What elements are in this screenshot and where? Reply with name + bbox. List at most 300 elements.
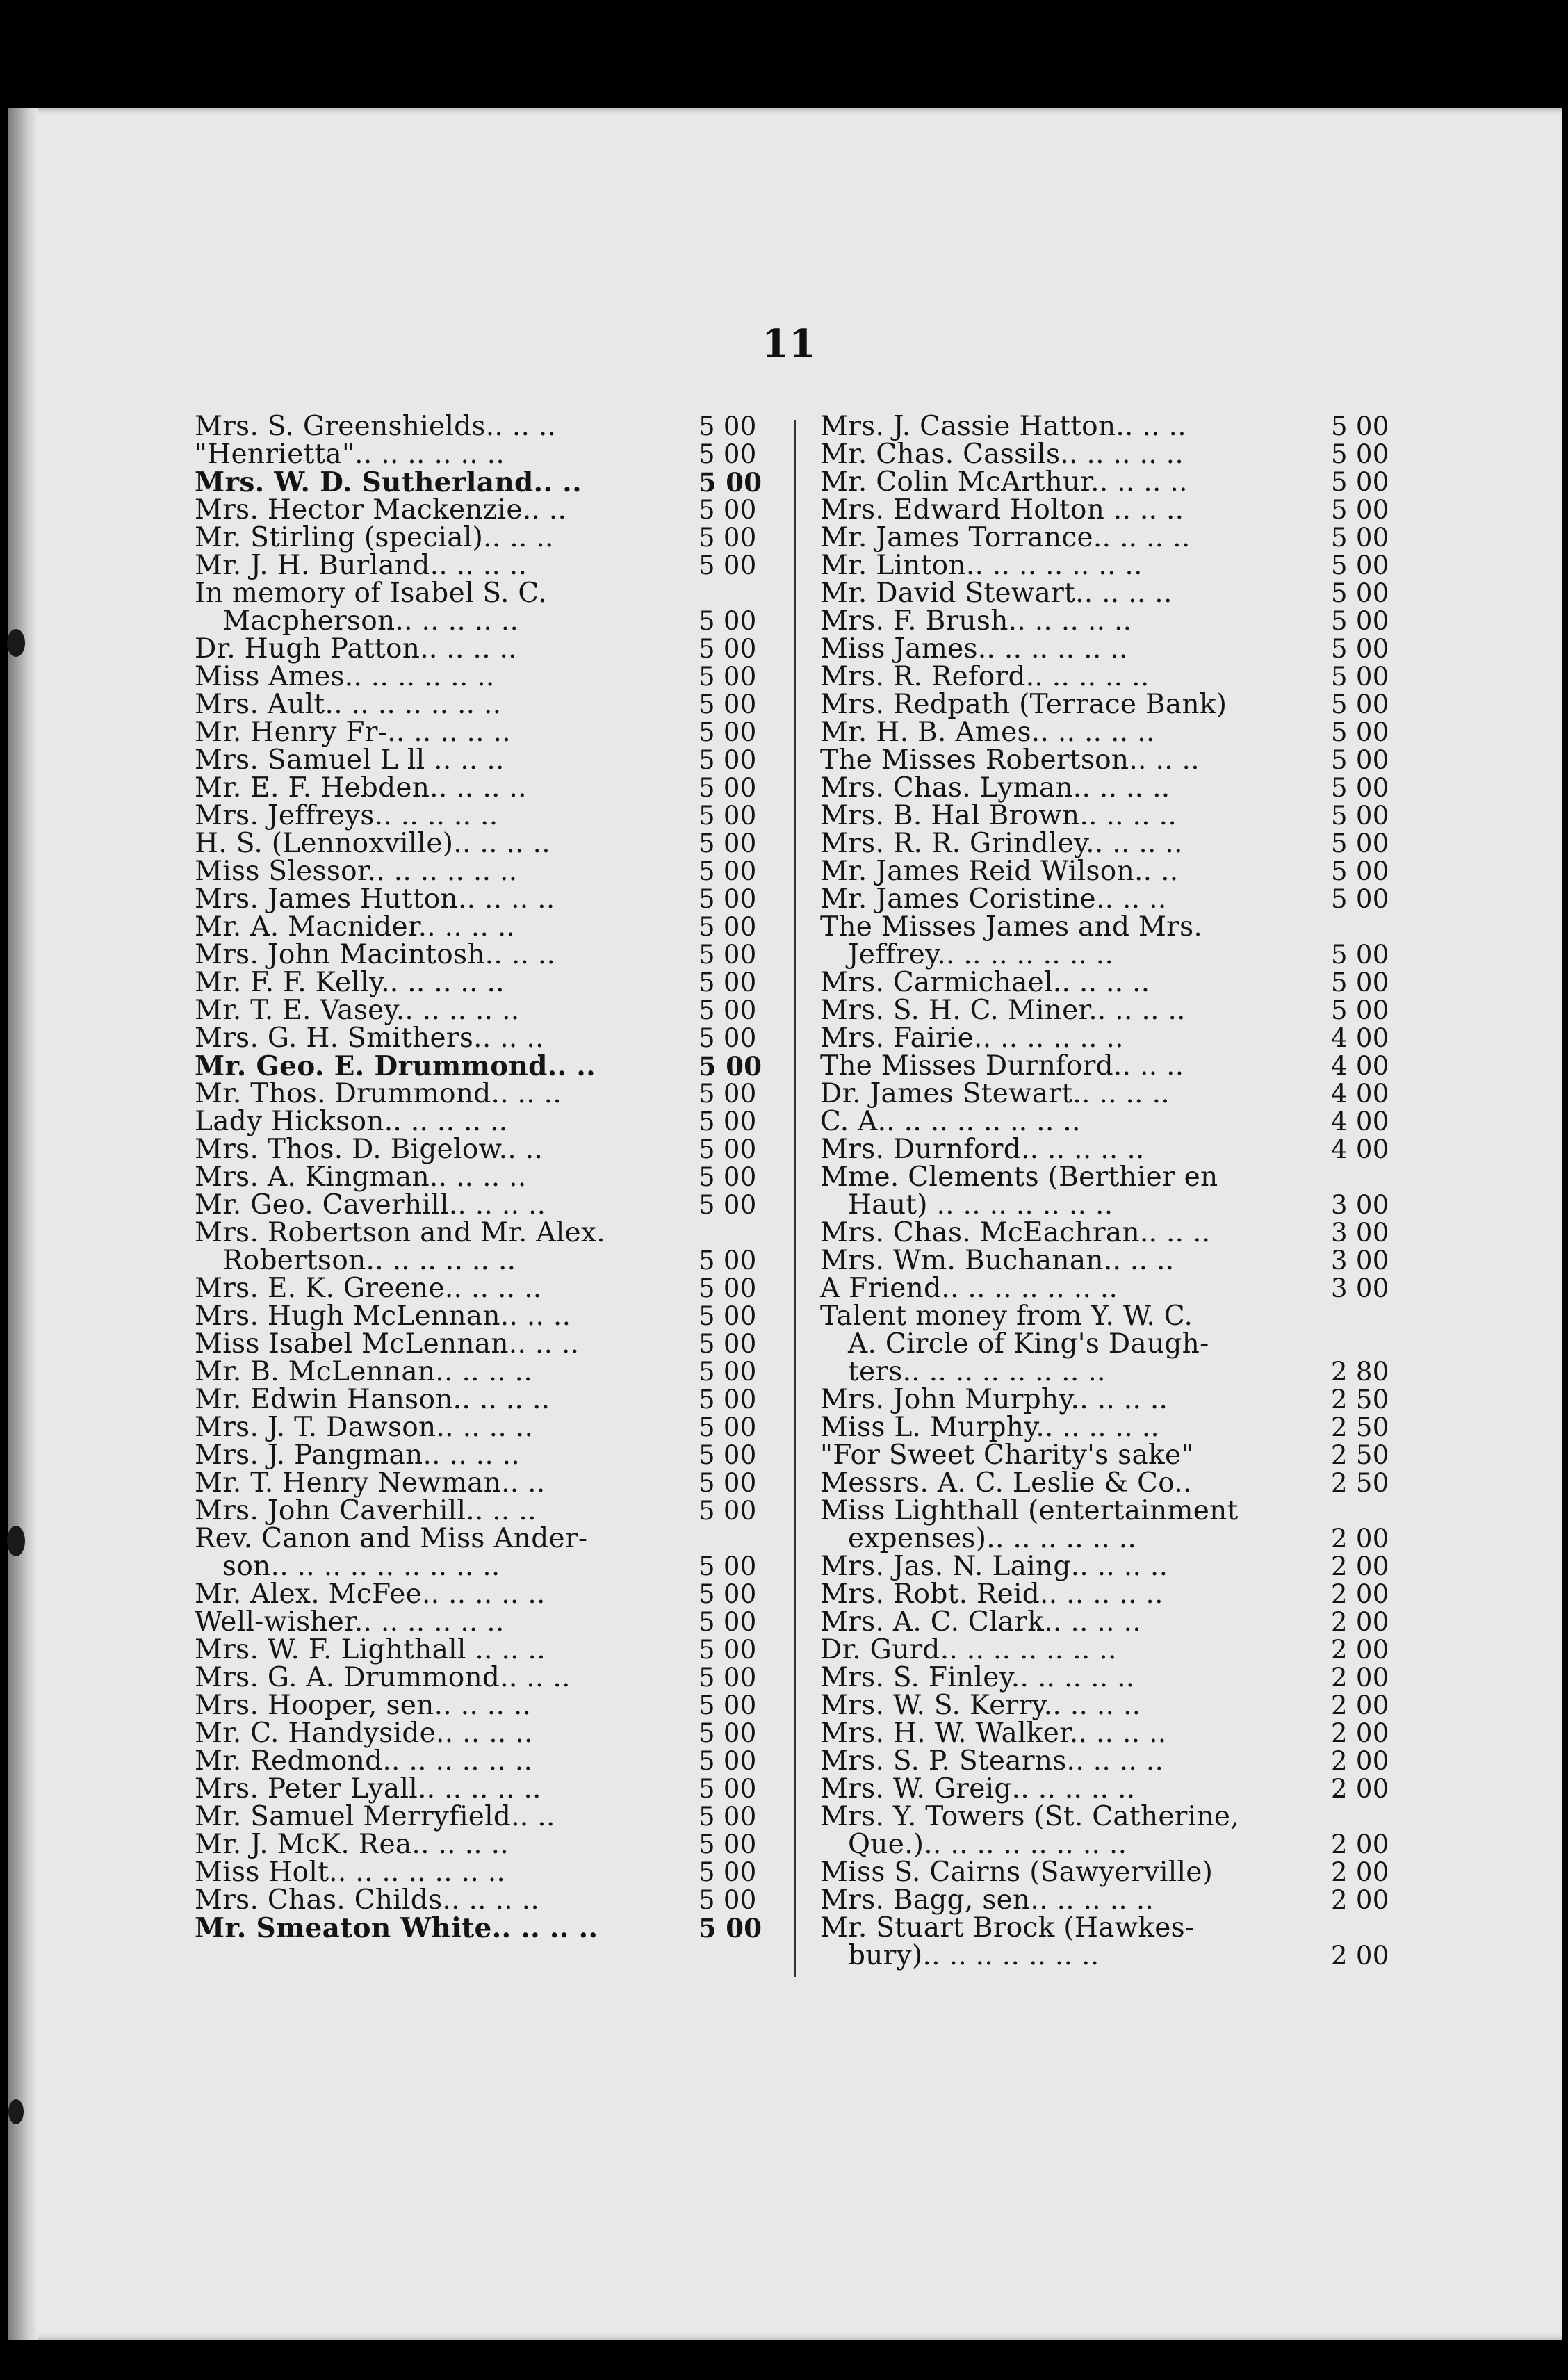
donor-entry [820,605,1407,637]
donation-amount: 5 00 [1331,995,1389,1025]
donor-name: Mrs. G. A. Drummond.. .. .. [195,1662,571,1693]
donor-entry [820,635,1407,663]
donor-entry [195,1219,775,1247]
donation-amount: 2 00 [1331,1663,1389,1693]
donation-amount: 5 00 [699,1107,757,1136]
donor-name: Miss Lighthall (entertainment [820,1495,1239,1526]
donor-name: Mrs. John Murphy.. .. .. .. [820,1384,1168,1415]
donor-entry [195,1303,775,1330]
donor-name: son.. .. .. .. .. .. .. .. .. [222,1551,500,1582]
donation-amount: 5 00 [699,1440,757,1470]
donor-name: Haut) .. .. .. .. .. .. .. [848,1189,1113,1221]
donation-amount: 5 00 [699,690,757,719]
donor-name: ters.. .. .. .. .. .. .. .. [848,1356,1106,1387]
donor-name: Mrs. Fairie.. .. .. .. .. .. [820,1022,1124,1054]
donor-name: "Henrietta".. .. .. .. .. .. [195,439,505,470]
donor-name: A. Circle of King's Daugh- [848,1328,1209,1360]
donor-name: Mrs. Ault.. .. .. .. .. .. .. [195,689,502,720]
donation-amount: 5 00 [699,1190,757,1220]
donation-amount: 3 00 [1331,1246,1389,1275]
donor-name: Miss Isabel McLennan.. .. .. [195,1328,580,1360]
donation-amount: 2 00 [1331,1857,1389,1887]
donor-entry [195,691,775,719]
donor-name: Mr. Chas. Cassils.. .. .. .. .. [820,439,1184,470]
donation-amount: 5 00 [699,1802,757,1832]
donation-amount: 5 00 [699,1635,757,1665]
donor-entry [195,719,775,747]
donation-amount: 2 00 [1331,1746,1389,1776]
donor-entry [195,1608,775,1636]
donation-amount: 2 00 [1331,1690,1389,1720]
donation-amount: 5 00 [1331,606,1389,636]
donor-name: Mrs. E. K. Greene.. .. .. .. [195,1273,542,1304]
donor-entry [195,1191,775,1219]
donor-entry [195,1022,775,1054]
donation-amount: 5 00 [699,912,757,942]
donor-name: "For Sweet Charity's sake" [820,1440,1194,1471]
donor-entry [820,1080,1407,1108]
donor-entry [195,1414,775,1442]
donation-amount: 5 00 [699,1829,757,1859]
donor-name: Robertson.. .. .. .. .. .. [222,1245,516,1276]
donor-name: Mrs. A. Kingman.. .. .. .. [195,1162,527,1193]
donation-amount: 5 00 [699,411,757,441]
binding-hole [7,629,25,657]
donor-name: Mrs. W. F. Lighthall .. .. .. [195,1634,546,1665]
donation-amount: 2 00 [1331,1607,1389,1637]
donor-name: Mr. F. F. Kelly.. .. .. .. .. [195,967,505,998]
donor-entry [195,1803,775,1831]
donor-name: Que.).. .. .. .. .. .. .. .. [848,1829,1127,1860]
donor-entry [195,663,775,691]
donor-name: Mrs. Bagg, sen.. .. .. .. .. [820,1884,1154,1916]
donor-name: bury).. .. .. .. .. .. .. [848,1940,1100,1971]
donor-entry [820,883,1407,915]
donor-name: Mr. J. H. Burland.. .. .. .. [195,550,528,581]
donor-entry [820,524,1407,552]
donor-name: Lady Hickson.. .. .. .. .. [195,1106,508,1137]
donor-name: Mrs. J. Pangman.. .. .. .. [195,1440,521,1471]
donor-entry [820,1191,1407,1219]
donation-amount: 2 50 [1331,1440,1389,1470]
donation-amount: 5 00 [699,968,757,997]
donation-amount: 5 00 [699,634,757,664]
donor-entry [820,663,1407,691]
donor-entry [820,774,1407,802]
donation-amount: 5 00 [699,551,757,580]
donor-name: Mr. James Coristine.. .. .. [820,883,1167,915]
donor-entry [820,941,1407,969]
donation-amount: 5 00 [699,1496,757,1526]
donor-name: Miss Holt.. .. .. .. .. .. .. [195,1857,506,1888]
donation-amount: 5 00 [1331,801,1389,831]
donor-entry [820,1497,1407,1525]
donation-amount: 2 00 [1331,1551,1389,1581]
donation-amount: 2 50 [1331,1385,1389,1415]
donation-amount: 5 00 [699,1051,762,1082]
donor-entry [195,1164,775,1191]
donation-amount: 5 00 [1331,467,1389,497]
donation-amount: 4 00 [1331,1107,1389,1136]
donor-name: Mme. Clements (Berthier en [820,1162,1218,1193]
donation-amount: 5 00 [699,1079,757,1109]
donation-amount: 5 00 [1331,829,1389,858]
donor-entry [195,802,775,830]
donor-name: A Friend.. .. .. .. .. .. .. [820,1273,1118,1304]
donor-name: Mrs. Jas. N. Laing.. .. .. .. [820,1551,1168,1582]
donation-amount: 4 00 [1331,1051,1389,1081]
donor-entry [820,1275,1407,1303]
donation-amount: 5 00 [699,1023,757,1053]
donor-entry [195,552,775,580]
donor-name: Mrs. Hugh McLennan.. .. .. [195,1301,571,1332]
donor-entry [195,913,775,941]
donor-entry [820,1247,1407,1275]
donor-name: Mr. David Stewart.. .. .. .. [820,578,1173,609]
donation-amount: 5 00 [699,1412,757,1442]
donation-amount: 5 00 [1331,940,1389,970]
donor-entry [820,1581,1407,1608]
donation-amount: 2 00 [1331,1885,1389,1915]
donation-amount: 5 00 [699,1579,757,1609]
donor-entry [195,580,775,608]
donor-name: Mr. Henry Fr-.. .. .. .. .. [195,717,511,748]
donor-name: Mrs. S. Finley.. .. .. .. .. [820,1662,1135,1693]
donor-entry [820,413,1407,441]
donation-amount: 5 00 [1331,411,1389,441]
donation-amount: 5 00 [699,1329,757,1359]
donor-name: Mr. A. Macnider.. .. .. .. [195,911,516,943]
donor-entry [195,468,775,496]
donor-entry [820,441,1407,468]
donor-entry [195,605,775,637]
donor-name: Well-wisher.. .. .. .. .. .. [195,1606,505,1638]
donation-amount: 5 00 [699,1607,757,1637]
donor-entry [195,441,775,468]
donor-name: Mrs. Peter Lyall.. .. .. .. .. [195,1773,541,1804]
donation-amount: 2 00 [1331,1579,1389,1609]
donor-entry [820,1136,1407,1164]
donor-entry [820,1886,1407,1914]
donation-amount: 5 00 [1331,495,1389,525]
donation-amount: 2 50 [1331,1412,1389,1442]
donor-name: Mrs. W. Greig.. .. .. .. .. [820,1773,1136,1804]
donor-entry [195,1247,775,1275]
donor-name: Mrs. R. Reford.. .. .. .. .. [820,661,1150,692]
donor-entry [820,719,1407,747]
donor-entry [195,1859,775,1886]
donor-name: Mrs. Thos. D. Bigelow.. .. [195,1134,544,1165]
donation-amount: 5 00 [699,940,757,970]
donor-entry [195,774,775,802]
donor-name: Mrs. J. T. Dawson.. .. .. .. [195,1412,534,1443]
donation-amount: 5 00 [699,1857,757,1887]
donor-entry [820,552,1407,580]
donor-entry [820,830,1407,858]
donor-entry [195,1553,775,1581]
donor-entry [820,1831,1407,1859]
donor-entry [195,1747,775,1775]
donor-entry [820,1803,1407,1831]
donor-name: Mrs. Edward Holton .. .. .. [820,494,1184,525]
donation-amount: 5 00 [1331,690,1389,719]
donor-name: Miss James.. .. .. .. .. .. [820,633,1128,665]
donor-entry [195,1386,775,1414]
donation-amount: 5 00 [699,773,757,803]
binding-hole [7,1526,25,1556]
donation-amount: 4 00 [1331,1023,1389,1053]
donor-entry [820,1692,1407,1720]
donor-name: Mrs. W. S. Kerry.. .. .. .. [820,1690,1141,1721]
donor-name: Mrs. Samuel L ll .. .. .. [195,744,505,776]
donor-entry [195,1469,775,1497]
donor-entry [820,969,1407,997]
donor-entry [195,1108,775,1136]
donation-amount: 3 00 [1331,1273,1389,1303]
donor-entry [195,1692,775,1720]
donor-name: Mr. H. B. Ames.. .. .. .. .. [820,717,1155,748]
donor-name: Miss Slessor.. .. .. .. .. .. [195,856,518,887]
donor-name: Mr. James Reid Wilson.. .. [820,856,1179,887]
donor-entry [820,913,1407,941]
donation-amount: 5 00 [1331,745,1389,775]
donor-entry [820,802,1407,830]
donor-name: Mrs. Y. Towers (St. Catherine, [820,1801,1239,1832]
donation-amount: 5 00 [699,523,757,553]
donor-entry [820,468,1407,496]
donor-name: Mrs. James Hutton.. .. .. .. [195,883,555,915]
donor-name: Mr. T. Henry Newman.. .. [195,1467,546,1499]
donor-name: Dr. Gurd.. .. .. .. .. .. .. [820,1634,1117,1665]
donation-amount: 5 00 [699,1663,757,1693]
donor-name: Mr. James Torrance.. .. .. .. [820,522,1191,553]
donor-name: Mr. Geo. E. Drummond.. .. [195,1050,596,1082]
donor-entry [820,1303,1407,1330]
donation-amount: 3 00 [1331,1190,1389,1220]
donation-amount: 5 00 [1331,634,1389,664]
donor-entry [195,496,775,524]
donor-name: Dr. Hugh Patton.. .. .. .. [195,633,517,665]
donor-name: Mrs. John Macintosh.. .. .. [195,939,556,970]
donation-amount: 5 00 [699,467,762,498]
donation-amount: 5 00 [699,495,757,525]
donor-entry [195,635,775,663]
donor-name: Mrs. Hector Mackenzie.. .. [195,494,567,525]
donor-name: Mr. Edwin Hanson.. .. .. .. [195,1384,550,1415]
donor-name: Mrs. A. C. Clark.. .. .. .. [820,1606,1141,1638]
donation-amount: 5 00 [699,829,757,858]
donor-entry [195,858,775,886]
donor-name: Macpherson.. .. .. .. .. [222,605,519,637]
donor-entry [820,580,1407,608]
donor-name: Mrs. W. D. Sutherland.. .. [195,466,582,498]
donor-name: Mr. Stuart Brock (Hawkes- [820,1912,1195,1943]
donor-entry [195,1720,775,1747]
donor-name: Mr. Smeaton White.. .. .. .. [195,1912,598,1944]
donation-amount: 2 00 [1331,1829,1389,1859]
donation-amount: 5 00 [1331,439,1389,469]
donor-entry [820,1052,1407,1080]
donation-amount: 5 00 [1331,773,1389,803]
donor-name: Jeffrey.. .. .. .. .. .. .. [848,939,1114,970]
donor-entry [820,691,1407,719]
donation-amount: 5 00 [699,662,757,692]
donor-name: Rev. Canon and Miss Ander- [195,1523,588,1554]
page-number: 11 [762,321,816,367]
donor-entry [195,997,775,1025]
donor-entry [820,1469,1407,1497]
donation-amount: 5 00 [699,884,757,914]
donor-name: Mrs. Hooper, sen.. .. .. .. [195,1690,532,1721]
donor-name: Mrs. S. H. C. Miner.. .. .. .. [820,995,1186,1026]
donor-entry [195,524,775,552]
donation-amount: 2 00 [1331,1524,1389,1554]
donor-name: Mrs. Chas. Childs.. .. .. .. [195,1884,540,1916]
donation-amount: 4 00 [1331,1134,1389,1164]
donor-name: Mr. Stirling (special).. .. .. [195,522,554,553]
donor-entry [820,997,1407,1025]
donor-name: Messrs. A. C. Leslie & Co.. [820,1467,1192,1499]
donor-entry [195,1358,775,1386]
donor-name: Miss L. Murphy.. .. .. .. .. [820,1412,1160,1443]
donor-name: Miss Ames.. .. .. .. .. .. [195,661,495,692]
donation-amount: 5 00 [699,1913,762,1943]
donor-entry [195,1330,775,1358]
donor-entry [195,1636,775,1664]
donor-name: Mr. C. Handyside.. .. .. .. [195,1718,533,1749]
donation-amount: 4 00 [1331,1079,1389,1109]
donor-name: Mr. Samuel Merryfield.. .. [195,1801,555,1832]
donor-entry [820,1164,1407,1191]
donor-entry [195,1497,775,1525]
donor-entry [820,1022,1407,1054]
donor-name: C. A.. .. .. .. .. .. .. .. [820,1106,1081,1137]
donor-name: Mrs. G. H. Smithers.. .. .. [195,1022,544,1054]
donation-amount: 5 00 [699,856,757,886]
donation-amount: 5 00 [1331,662,1389,692]
donor-name: Mrs. Durnford.. .. .. .. .. [820,1134,1145,1165]
donation-amount: 5 00 [699,717,757,747]
donor-name: expenses).. .. .. .. .. .. [848,1523,1137,1554]
donor-name: The Misses Robertson.. .. .. [820,744,1200,776]
donation-amount: 5 00 [699,1718,757,1748]
donation-amount: 5 00 [699,439,757,469]
donor-name: Mr. Redmond.. .. .. .. .. .. [195,1745,533,1777]
right-column [820,413,1407,1970]
donor-name: Mrs. S. Greenshields.. .. .. [195,411,557,442]
donation-amount: 5 00 [699,1134,757,1164]
donor-name: Mr. Colin McArthur.. .. .. .. [820,466,1188,498]
donor-name: Miss S. Cairns (Sawyerville) [820,1857,1214,1888]
donation-amount: 5 00 [1331,717,1389,747]
donor-entry [195,1442,775,1469]
donor-entry [195,1052,775,1080]
donation-amount: 5 00 [1331,551,1389,580]
donor-entry [820,1942,1407,1970]
donor-entry [195,883,775,915]
donor-entry [195,1831,775,1859]
donor-name: Mrs. Redpath (Terrace Bank) [820,689,1227,720]
donation-amount: 5 00 [699,1551,757,1581]
donation-amount: 5 00 [699,1385,757,1415]
donor-entry [195,1080,775,1108]
donor-name: Mrs. Carmichael.. .. .. .. [820,967,1150,998]
donor-entry [820,1108,1407,1136]
donor-name: Mrs. B. Hal Brown.. .. .. .. [820,800,1177,831]
binding-hole [8,2099,24,2124]
donor-entry [195,941,775,969]
donation-amount: 5 00 [699,1774,757,1804]
donor-entry [820,1386,1407,1414]
column-divider [794,420,796,1977]
donor-name: The Misses James and Mrs. [820,911,1203,943]
donation-amount: 5 00 [1331,578,1389,608]
donor-name: Mrs. R. R. Grindley.. .. .. .. [820,828,1183,859]
donor-entry [820,1775,1407,1803]
donation-amount: 5 00 [699,801,757,831]
left-column [195,413,775,1942]
donor-entry [820,1747,1407,1775]
donation-amount: 5 00 [699,1301,757,1331]
donation-amount: 5 00 [1331,968,1389,997]
donation-amount: 2 00 [1331,1635,1389,1665]
donor-entry [195,744,775,776]
donation-amount: 5 00 [699,1357,757,1387]
donor-entry [820,858,1407,886]
donor-entry [195,1886,775,1914]
donor-entry [195,1914,775,1942]
binding-edge [8,108,38,2340]
donor-name: Mr. Alex. McFee.. .. .. .. .. [195,1579,546,1610]
donor-entry [820,1664,1407,1692]
donation-amount: 2 50 [1331,1468,1389,1498]
donor-entry [820,1859,1407,1886]
donor-entry [195,969,775,997]
donor-entry [195,1581,775,1608]
donation-amount: 3 00 [1331,1218,1389,1248]
donor-name: Mr. Thos. Drummond.. .. .. [195,1078,562,1109]
donor-entry [820,1525,1407,1553]
donor-name: Mr. Linton.. .. .. .. .. .. .. [820,550,1143,581]
donor-entry [820,744,1407,776]
donation-amount: 5 00 [1331,856,1389,886]
donor-entry [820,1914,1407,1942]
donation-amount: 5 00 [699,1746,757,1776]
donor-name: Mrs. J. Cassie Hatton.. .. .. [820,411,1186,442]
donor-entry [820,1358,1407,1386]
donation-amount: 5 00 [699,1162,757,1192]
donor-entry [820,1553,1407,1581]
donor-name: Mr. B. McLennan.. .. .. .. [195,1356,533,1387]
donation-amount: 5 00 [699,995,757,1025]
donor-name: Mrs. Chas. McEachran.. .. .. [820,1217,1211,1248]
donor-entry [195,1525,775,1553]
donor-entry [195,1775,775,1803]
donor-entry [195,830,775,858]
donor-name: Dr. James Stewart.. .. .. .. [820,1078,1170,1109]
donor-entry [820,1442,1407,1469]
donor-entry [820,1720,1407,1747]
donor-name: H. S. (Lennoxville).. .. .. .. [195,828,550,859]
donation-amount: 5 00 [699,1273,757,1303]
donor-name: Mrs. S. P. Stearns.. .. .. .. [820,1745,1164,1777]
donor-name: Mrs. F. Brush.. .. .. .. .. [820,605,1132,637]
donor-entry [195,1275,775,1303]
donor-name: In memory of Isabel S. C. [195,578,547,609]
donation-amount: 2 00 [1331,1941,1389,1971]
donation-amount: 2 80 [1331,1357,1389,1387]
donation-amount: 2 00 [1331,1718,1389,1748]
